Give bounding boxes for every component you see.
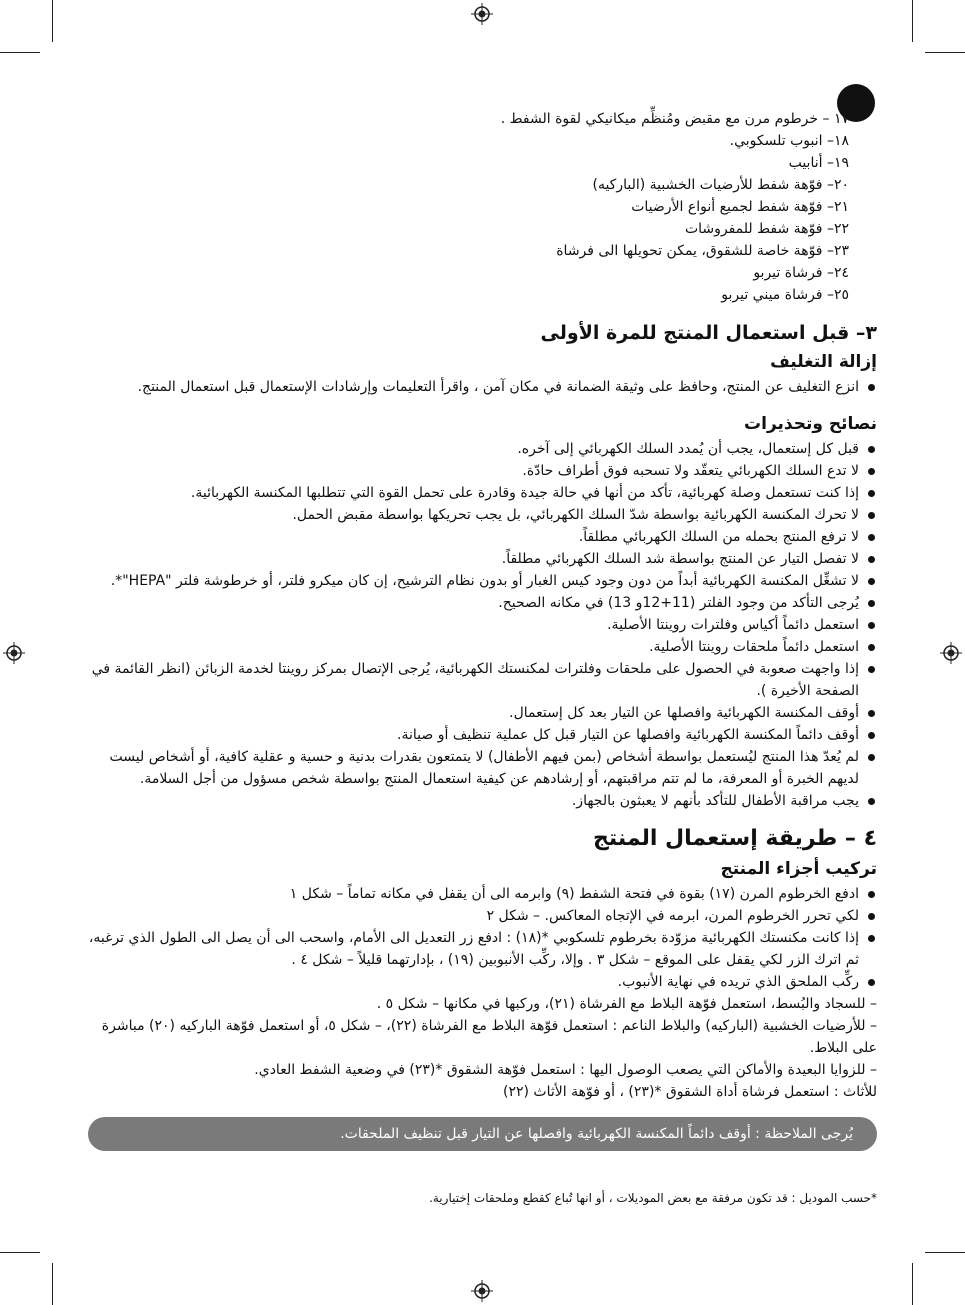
unpacking-title: إزالة التغليف: [770, 352, 877, 372]
list-item: – للزوايا البعيدة والأماكن التي يصعب الوصول اليها : استعمل فوّهة الشقوق *(٢٣) في وضعية الشفط العادي.: [254, 1062, 877, 1078]
list-item: إذا واجهت صعوبة في الحصول على ملحقات وفلترات لمكنستك الكهربائية، يُرجى الإتصال بمركز روينتا لخدمة الزبائن (انظر القائمة في الصفحة الأخيرة ).: [88, 658, 877, 702]
crop-mark: [925, 52, 965, 53]
list-item: ٢٣– فوّهة خاصة للشقوق، يمكن تحويلها الى فرشاة: [556, 243, 849, 259]
list-item: لا تفصل التيار عن المنتج بواسطة شد السلك الكهربائي مطلقاً.: [88, 548, 877, 570]
crop-mark: [912, 1263, 913, 1305]
list-item: أوقف دائماً المكنسة الكهربائية وافصلها عن التيار قبل كل عملية تنظيف أو صيانة.: [88, 724, 877, 746]
parts-list: [88, 108, 877, 306]
section-4-title: ٤ – طريقة إستعمال المنتج: [593, 826, 877, 851]
crop-mark: [52, 1263, 53, 1305]
registration-mark-icon: [3, 642, 25, 664]
list-item: ١٨– انبوب تلسكوبي.: [729, 133, 849, 149]
list-item: ادفع الخرطوم المرن (١٧) بقوة في فتحة الشفط (٩) وابرمه الى أن يقفل في مكانه تماماً – شكل ١: [88, 883, 877, 905]
crop-mark: [912, 0, 913, 42]
list-item: استعمل دائماً أكياس وفلترات روينتا الأصلية.: [88, 614, 877, 636]
list-item: إذا كانت مكنستك الكهربائية مزوّدة بخرطوم تلسكوبي *(١٨) : ادفع زر التعديل الى الأمام، واسحب الى أن يصل الى الطول الذي ترغبه، ثم اترك الزر لكي يقفل على الموقع – شكل ٣ . وإلا، ركِّب الأنبوبين (١٩) ، بإدارتهما قليلاً – شكل ٤ .: [88, 927, 877, 971]
list-item: ١٧ – خرطوم مرن مع مقبض ومُنظِّم ميكانيكي لقوة الشفط .: [500, 111, 849, 127]
crop-mark: [925, 1252, 965, 1253]
list-item: يجب مراقبة الأطفال للتأكد بأنهم لا يعبثون بالجهاز.: [88, 790, 877, 812]
note-banner: يُرجى الملاحظة : أوقف دائماً المكنسة الكهربائية وافصلها عن التيار قبل تنظيف الملحقات.: [88, 1117, 877, 1151]
list-item: للأثاث : استعمل فرشاة أداة الشقوق *(٢٣) ، أو فوّهة الأثاث (٢٢): [503, 1084, 877, 1100]
list-item: لا تحرك المكنسة الكهربائية بواسطة شدّ السلك الكهربائي، بل يجب تحريكها بواسطة مقبض الحمل.: [88, 504, 877, 526]
list-item: – للأرضيات الخشبية (الباركيه) والبلاط الناعم : استعمل فوّهة البلاط مع الفرشاة (٢٢)، – شكل ٥، أو استعمل فوّهة الباركيه (٢٠) مباشرة على البلاط.: [101, 1018, 877, 1056]
document-page: [88, 108, 877, 1205]
assembly-list: [88, 883, 877, 993]
list-item: إذا كنت تستعمل وصلة كهربائية، تأكد من أنها في حالة جيدة وقادرة على تحمل القوة التي تتطلبها المكنسة الكهربائية.: [88, 482, 877, 504]
list-item: لا تدع السلك الكهربائي يتعقّد ولا تسحبه فوق أطراف حادّة.: [88, 460, 877, 482]
footnote: *حسب الموديل : قد تكون مرفقة مع بعض الموديلات ، أو انها تُباع كقطع وملحقات إختيارية.: [429, 1191, 877, 1205]
list-item: لا تشغِّل المكنسة الكهربائية أبداً من دون وجود كيس الغبار أو بدون نظام الترشيح، إن كان ميكرو فلتر، أو خرطوشة فلتر "HEPA"*.: [88, 570, 877, 592]
list-item: يُرجى التأكد من وجود الفلتر (11+12و 13) في مكانه الصحيح.: [88, 592, 877, 614]
registration-mark-icon: [471, 1280, 493, 1302]
tips-list: [88, 438, 877, 812]
surface-list: [88, 993, 877, 1103]
list-item: لكي تحرر الخرطوم المرن، ابرمه في الإتجاه المعاكس. – شكل ٢: [88, 905, 877, 927]
list-item: ٢٢– فوّهة شفط للمفروشات: [684, 221, 849, 237]
unpacking-list: [88, 376, 877, 398]
crop-mark: [0, 52, 40, 53]
list-item: ٢٠– فوّهة شفط للأرضيات الخشبية (الباركيه): [592, 177, 849, 193]
list-item: ٢٤– فرشاة تيربو: [753, 265, 849, 281]
list-item: لم يُعدّ هذا المنتج ليُستعمل بواسطة أشخاص (بمن فيهم الأطفال) لا يتمتعون بقدرات بدنية و حسية و عقلية كافية، أو أشخاص ليست لديهم الخبرة أو المعرفة، ما لم تتم مراقبتهم، أو إرشادهم عن كيفية استعمال المنتج بواسطة شخص مسؤول من أجل السلامة.: [88, 746, 877, 790]
registration-mark-icon: [471, 3, 493, 25]
list-item: قبل كل إستعمال، يجب أن يُمدد السلك الكهربائي إلى آخره.: [88, 438, 877, 460]
registration-mark-icon: [940, 642, 962, 664]
list-item: ١٩– أنابيب: [788, 155, 849, 171]
crop-mark: [52, 0, 53, 42]
tips-title: نصائح وتحذيرات: [744, 414, 877, 434]
list-item: ٢٥– فرشاة ميني تيربو: [721, 287, 849, 303]
list-item: انزع التغليف عن المنتج، وحافظ على وثيقة الضمانة في مكان آمن ، واقرأ التعليمات وإرشادات الإستعمال قبل استعمال المنتج.: [88, 376, 877, 398]
list-item: – للسجاد والبُسط، استعمل فوّهة البلاط مع الفرشاة (٢١)، وركبها في مكانها – شكل ٥ .: [376, 996, 877, 1012]
section-3-title: ٣– قبل استعمال المنتج للمرة الأولى: [540, 322, 877, 344]
crop-mark: [0, 1252, 40, 1253]
list-item: استعمل دائماً ملحقات روينتا الأصلية.: [88, 636, 877, 658]
list-item: ٢١– فوّهة شفط لجميع أنواع الأرضيات: [631, 199, 849, 215]
list-item: لا ترفع المنتج بحمله من السلك الكهربائي مطلقاً.: [88, 526, 877, 548]
list-item: أوقف المكنسة الكهربائية وافصلها عن التيار بعد كل إستعمال.: [88, 702, 877, 724]
list-item: ركِّب الملحق الذي تريده في نهاية الأنبوب.: [88, 971, 877, 993]
assembly-title: تركيب أجزاء المنتج: [720, 859, 877, 879]
